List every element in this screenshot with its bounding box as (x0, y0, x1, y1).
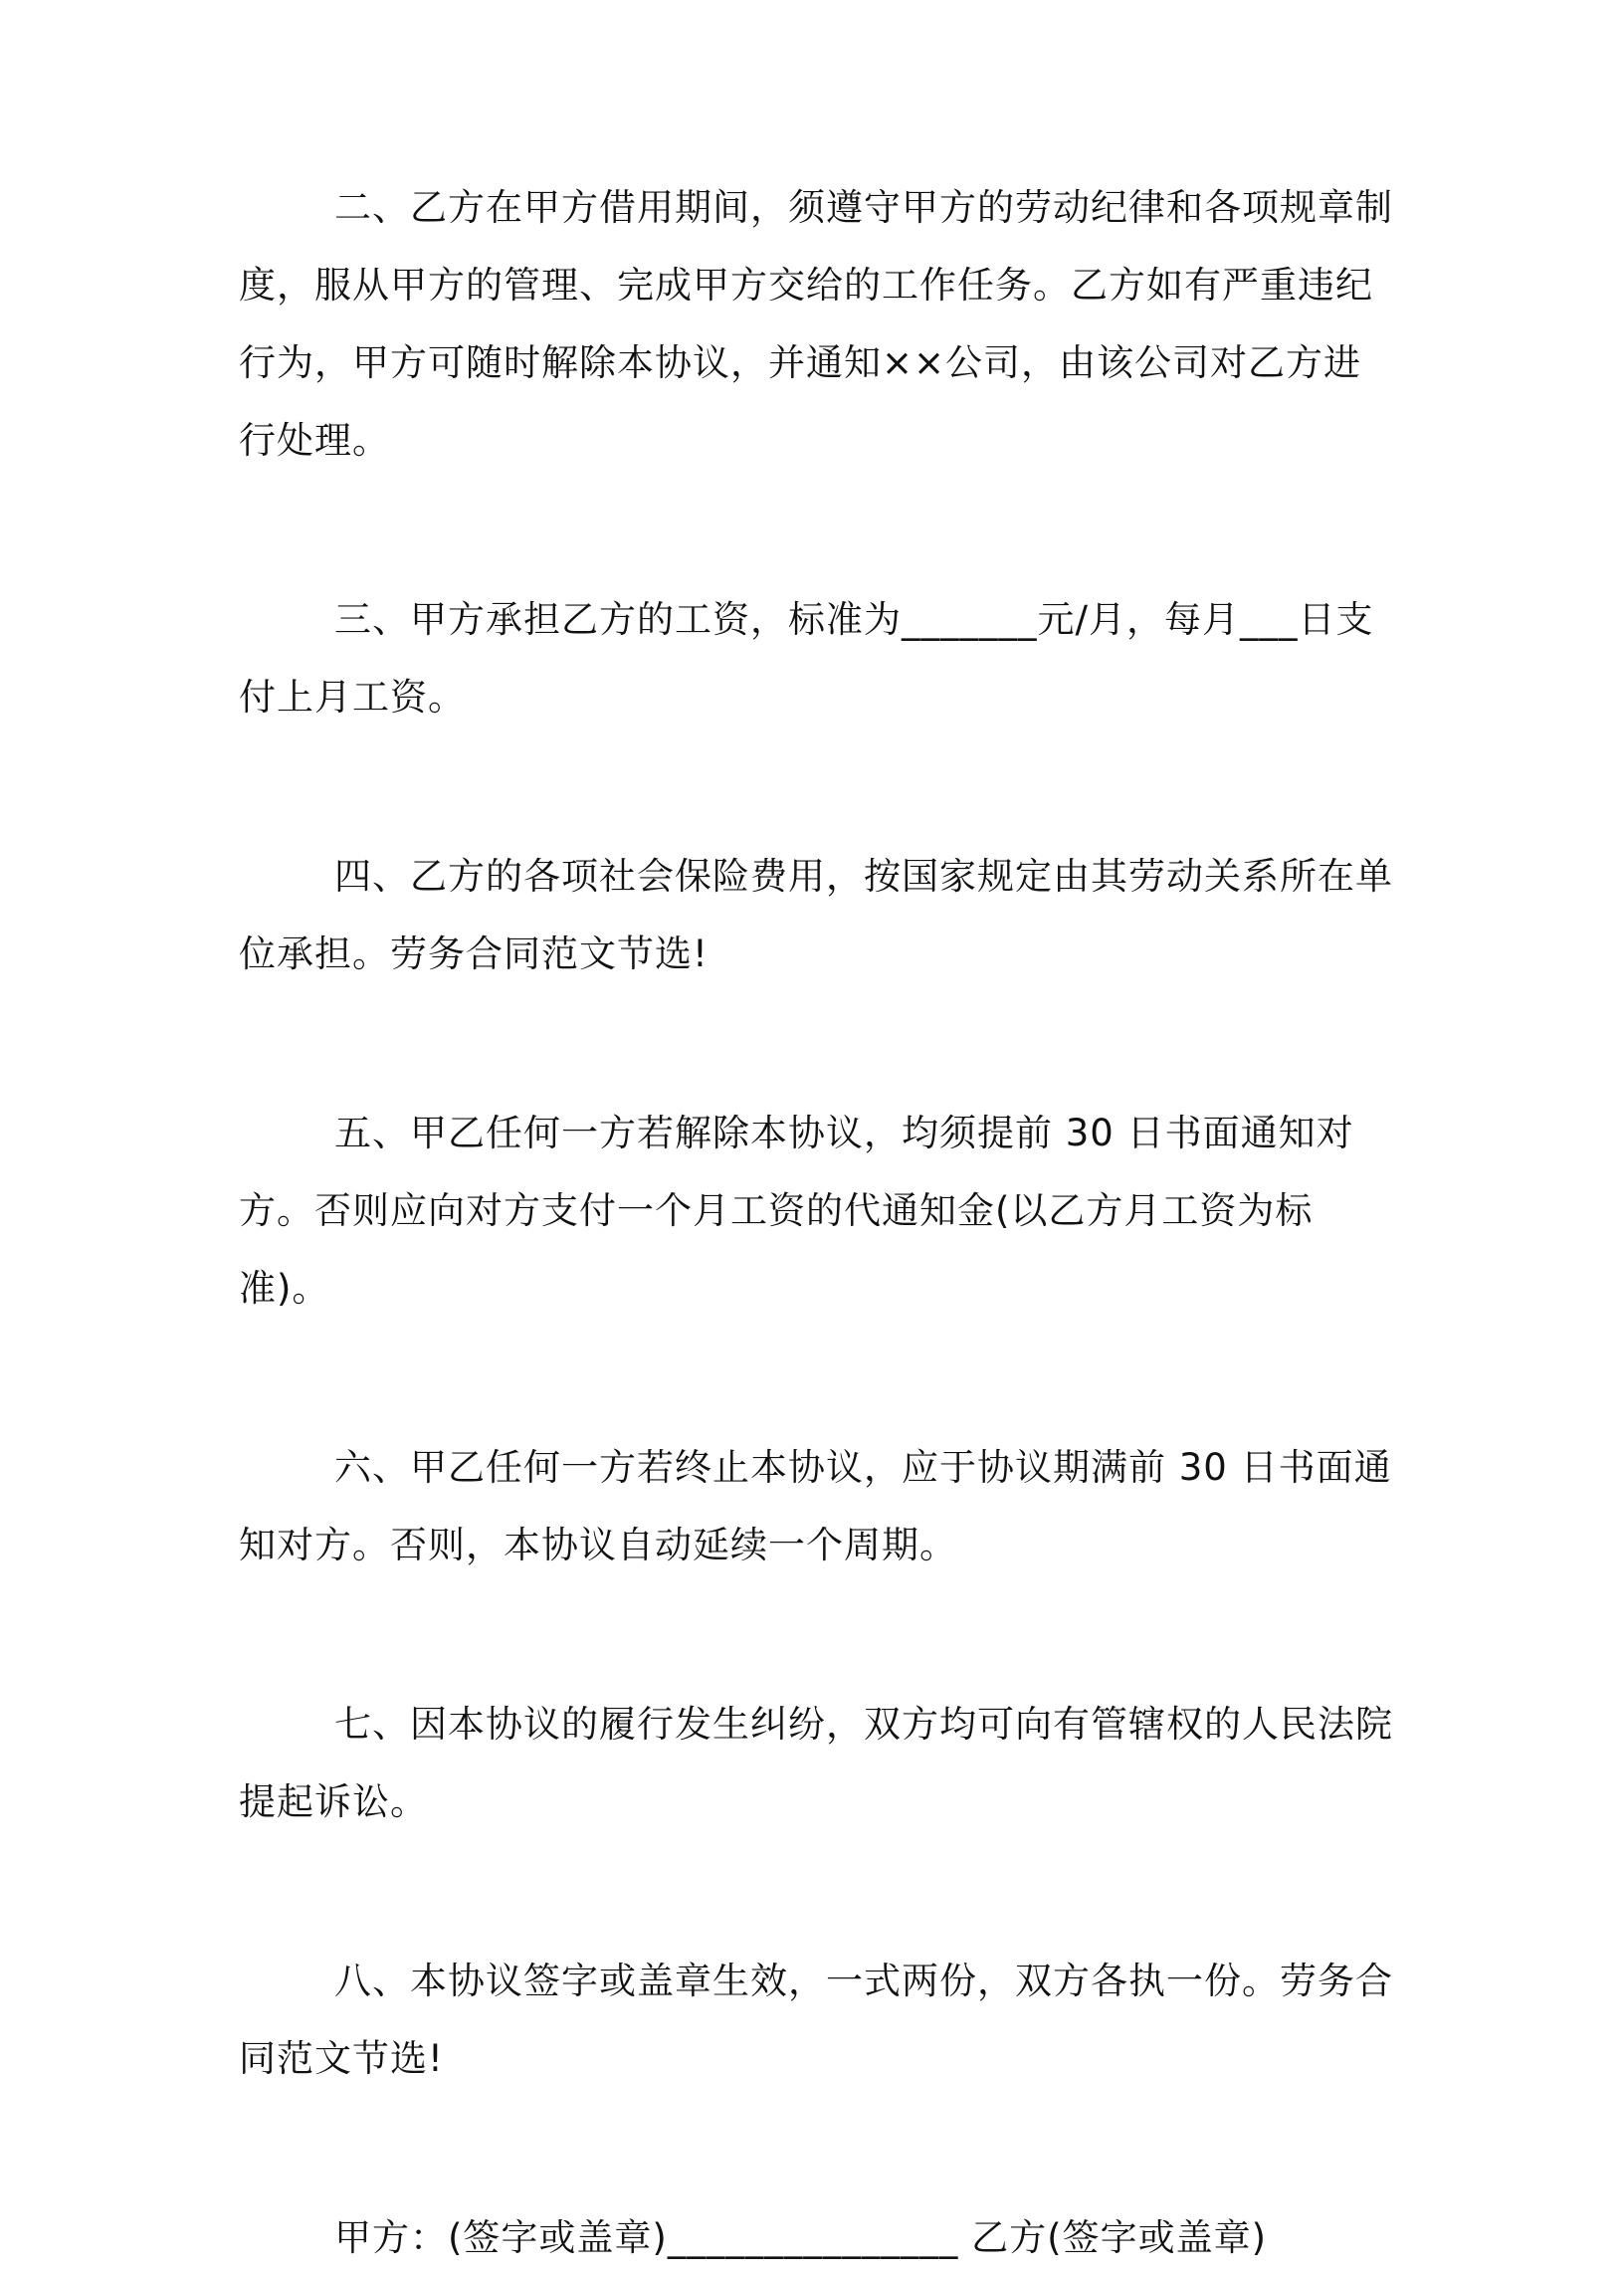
clause-8: 八、本协议签字或盖章生效，一式两份，双方各执一份。劳务合同范文节选! (239, 1960, 1393, 2080)
clause-5: 五、甲乙任何一方若解除本协议，均须提前 30 日书面通知对方。否则应向对方支付一个月工资的代通知金(以乙方月工资为标准)。 (239, 1112, 1354, 1310)
signature-line: 甲方：(签字或盖章)_______________ 乙方(签字或盖章) (334, 2216, 1268, 2259)
document-body (239, 169, 1393, 2277)
clause-3: 三、甲方承担乙方的工资，标准为_______元/月，每月___日支付上月工资。 (239, 598, 1374, 719)
clause-4: 四、乙方的各项社会保险费用，按国家规定由其劳动关系所在单位承担。劳务合同范文节选! (239, 855, 1393, 975)
clause-2: 二、乙方在甲方借用期间，须遵守甲方的劳动纪律和各项规章制度，服从甲方的管理、完成甲方交给的工作任务。乙方如有严重违纪行为，甲方可随时解除本协议，并通知××公司，由该公司对乙方进行处理。 (239, 186, 1393, 462)
clause-7: 七、因本协议的履行发生纠纷，双方均可向有管辖权的人民法院提起诉讼。 (239, 1703, 1393, 1823)
clause-6: 六、甲乙任何一方若终止本协议，应于协议期满前 30 日书面通知对方。否则，本协议自动延续一个周期。 (239, 1446, 1392, 1566)
